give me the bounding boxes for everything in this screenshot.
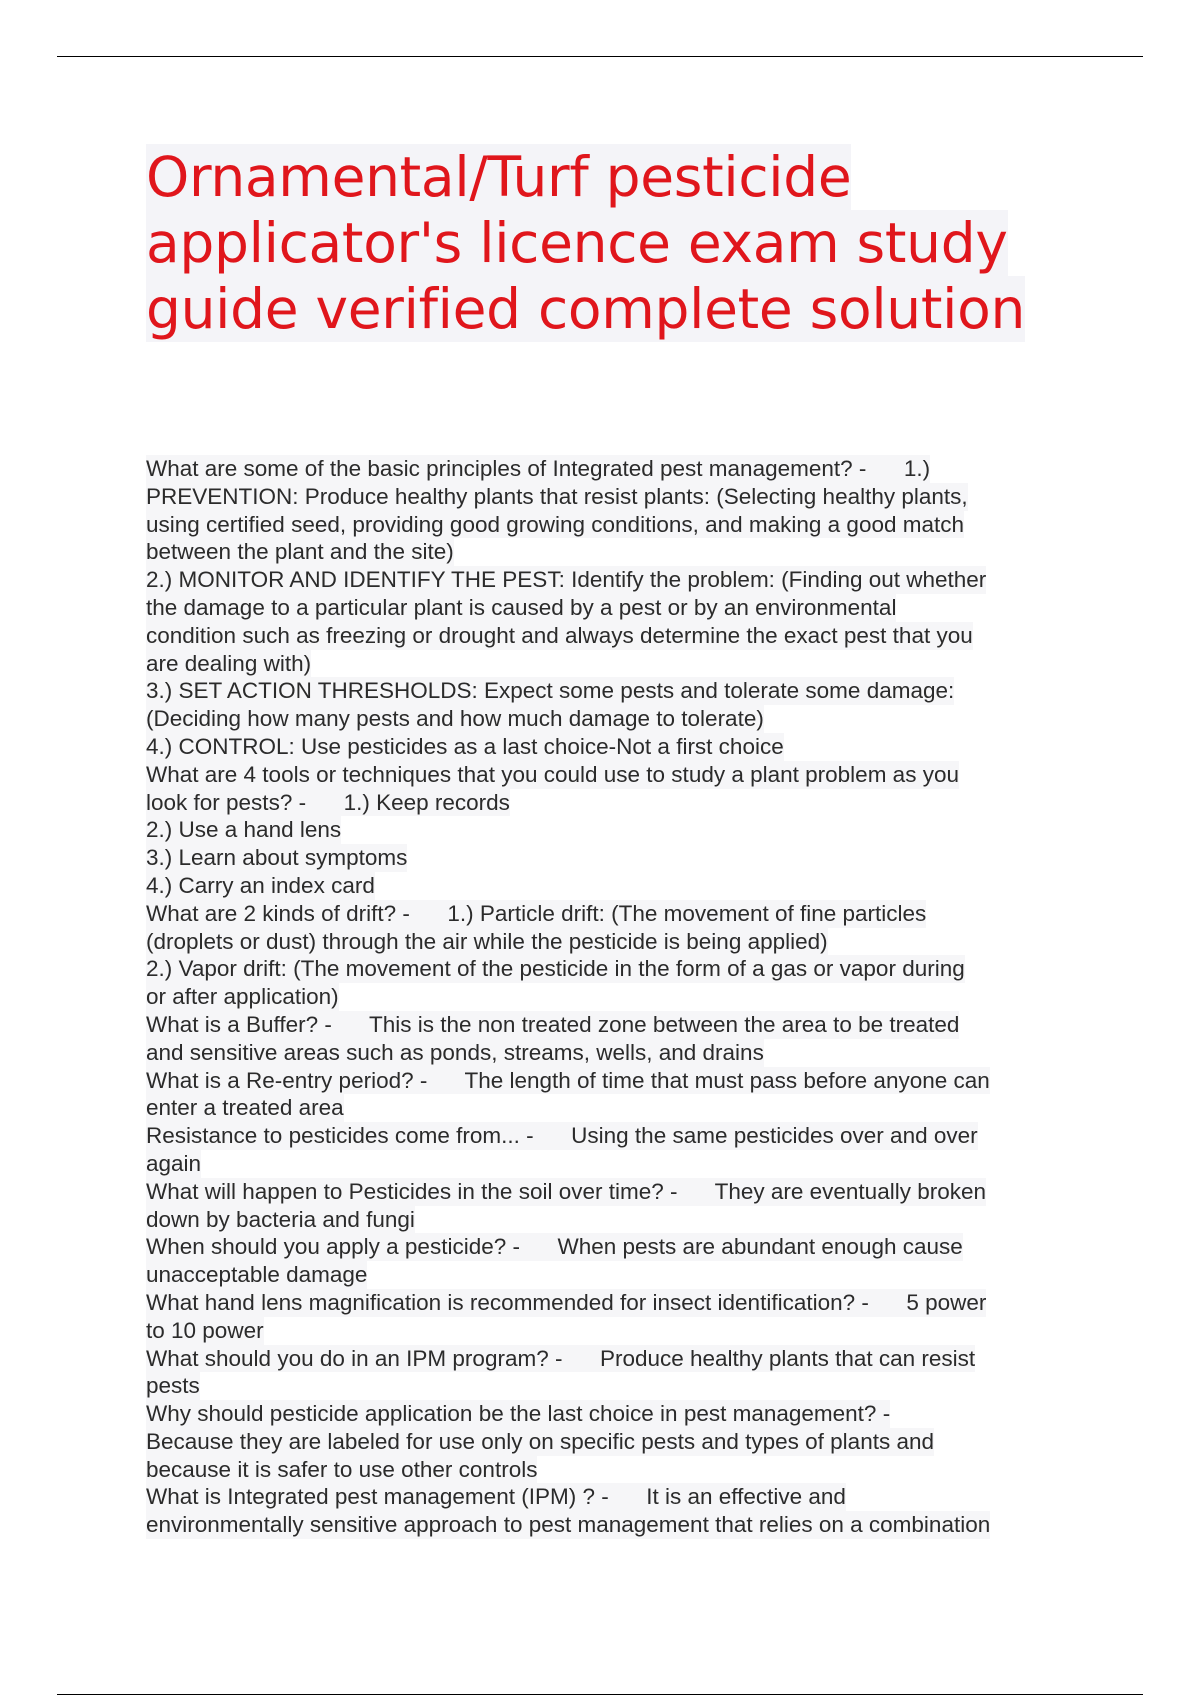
title-line: guide verified complete solution [146, 277, 1026, 341]
document-body [146, 455, 1066, 1539]
body-line: What are 2 kinds of drift? - 1.) Particle drift: (The movement of fine particles [146, 900, 927, 926]
body-line: PREVENTION: Produce healthy plants that resist plants: (Selecting healthy plants, [146, 483, 968, 509]
body-line: What should you do in an IPM program? - Produce healthy plants that can resist [146, 1345, 976, 1371]
body-line: and sensitive areas such as ponds, streams, wells, and drains [146, 1039, 764, 1065]
body-line: using certified seed, providing good growing conditions, and making a good match [146, 511, 965, 537]
body-line: Resistance to pesticides come from... - Using the same pesticides over and over [146, 1123, 978, 1149]
body-line: 3.) SET ACTION THRESHOLDS: Expect some pests and tolerate some damage: [146, 678, 955, 704]
title-line: Ornamental/Turf pesticide [146, 145, 852, 209]
body-line: look for pests? - 1.) Keep records [146, 789, 510, 815]
body-line: down by bacteria and fungi [146, 1206, 415, 1232]
body-line: again [146, 1150, 202, 1176]
body-line: between the plant and the site) [146, 539, 454, 565]
body-line: Because they are labeled for use only on specific pests and types of plants and [146, 1428, 934, 1454]
top-rule [57, 56, 1143, 57]
body-line: environmentally sensitive approach to pest management that relies on a combination [146, 1512, 991, 1538]
body-line: 3.) Learn about symptoms [146, 845, 408, 871]
body-line: What are 4 tools or techniques that you could use to study a plant problem as you [146, 761, 959, 787]
body-line: because it is safer to use other controls [146, 1456, 538, 1482]
body-line: pests [146, 1373, 200, 1399]
body-line: 4.) Carry an index card [146, 872, 375, 898]
body-line: condition such as freezing or drought and always determine the exact pest that you [146, 622, 973, 648]
document-title [146, 144, 1086, 342]
body-line: (Deciding how many pests and how much damage to tolerate) [146, 706, 764, 732]
body-line: 2.) Use a hand lens [146, 817, 342, 843]
body-line: or after application) [146, 984, 339, 1010]
body-line: When should you apply a pesticide? - When pests are abundant enough cause [146, 1234, 963, 1260]
body-line: 2.) MONITOR AND IDENTIFY THE PEST: Identify the problem: (Finding out whether [146, 567, 987, 593]
body-line: are dealing with) [146, 650, 312, 676]
body-line: the damage to a particular plant is caused by a pest or by an environmental [146, 594, 897, 620]
body-line: What is a Buffer? - This is the non treated zone between the area to be treated [146, 1011, 960, 1037]
body-line: What hand lens magnification is recommended for insect identification? - 5 power [146, 1289, 987, 1315]
body-line: (droplets or dust) through the air while the pesticide is being applied) [146, 928, 828, 954]
body-line: enter a treated area [146, 1095, 344, 1121]
title-line: applicator's licence exam study [146, 211, 1008, 275]
body-line: What is Integrated pest management (IPM) ? - It is an effective and [146, 1484, 846, 1510]
body-line: to 10 power [146, 1317, 264, 1343]
body-line: What is a Re-entry period? - The length of time that must pass before anyone can [146, 1067, 990, 1093]
body-line: What will happen to Pesticides in the soil over time? - They are eventually broken [146, 1178, 987, 1204]
bottom-rule [57, 1694, 1143, 1695]
body-line: unacceptable damage [146, 1262, 368, 1288]
body-line: What are some of the basic principles of Integrated pest management? - 1.) [146, 456, 931, 481]
body-line: 4.) CONTROL: Use pesticides as a last choice-Not a first choice [146, 733, 784, 759]
body-line: Why should pesticide application be the last choice in pest management? - [146, 1401, 891, 1427]
body-line: 2.) Vapor drift: (The movement of the pesticide in the form of a gas or vapor during [146, 956, 965, 982]
